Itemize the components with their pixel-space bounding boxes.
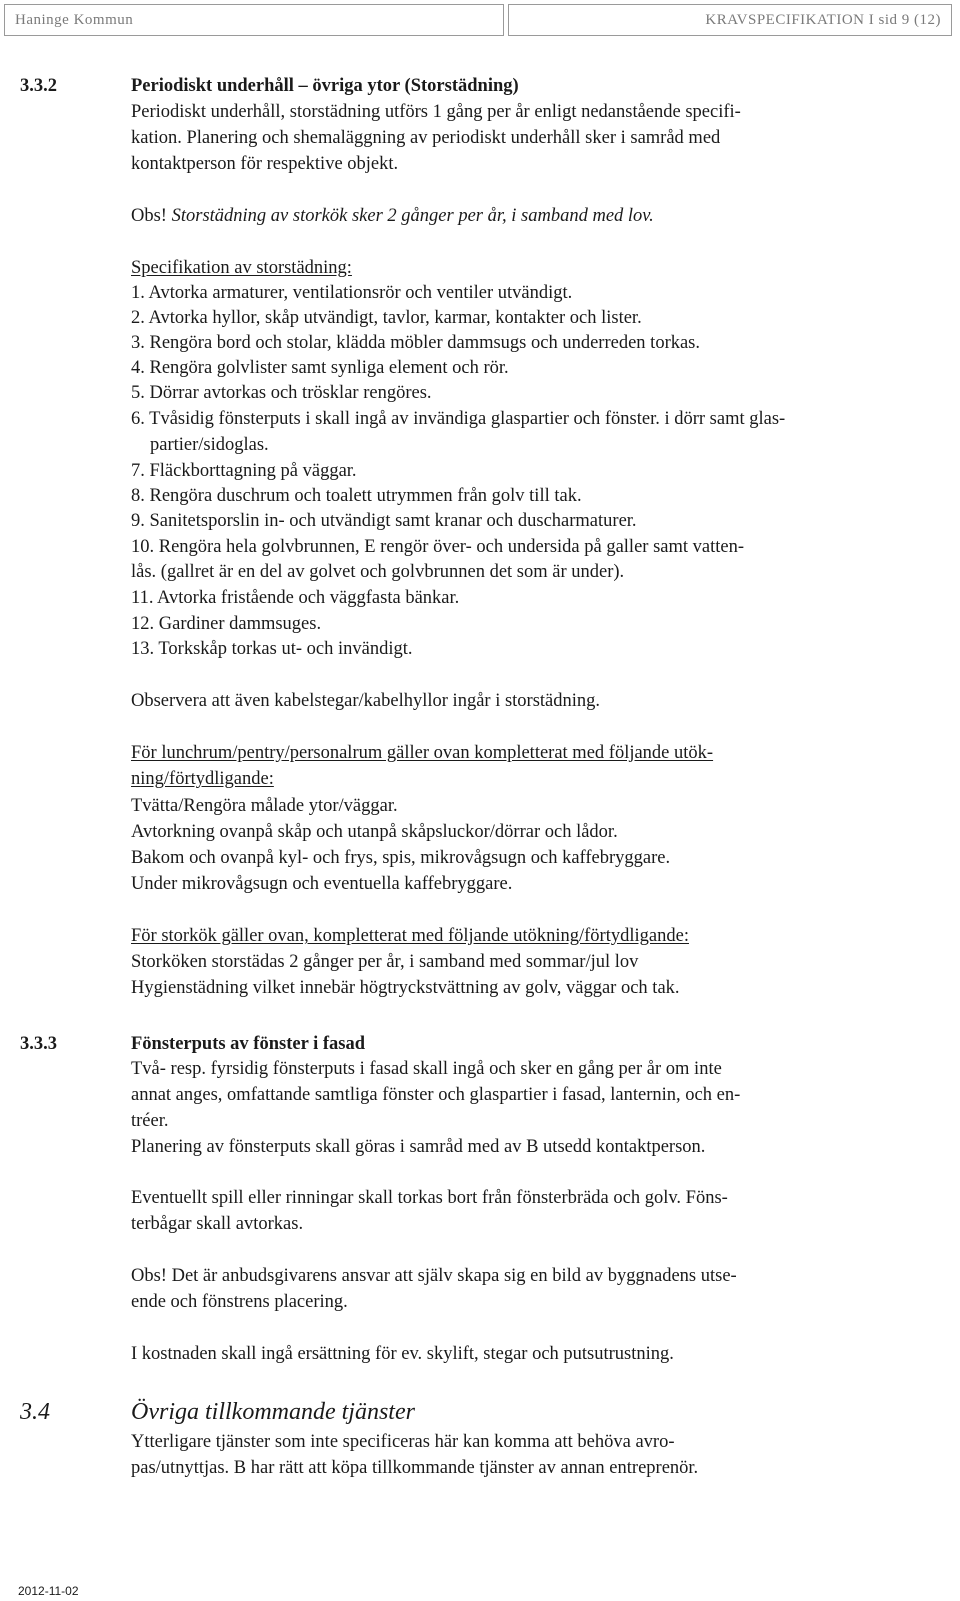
section-number: 3.3.2 bbox=[20, 76, 57, 96]
lunch-line: Avtorkning ovanpå skåp och utanpå skåpsluckor/dörrar och lådor. bbox=[131, 822, 618, 842]
paragraph-line: terbågar skall avtorkas. bbox=[131, 1214, 304, 1234]
paragraph-line: Periodiskt underhåll, storstädning utförs 1 gång per år enligt nedanstående specifi- bbox=[131, 102, 741, 122]
header-right-box bbox=[508, 4, 952, 36]
list-item: 8. Rengöra duschrum och toalett utrymmen från golv till tak. bbox=[131, 486, 582, 506]
spec-heading: Specifikation av storstädning: bbox=[131, 258, 352, 278]
footer-date: 2012-11-02 bbox=[18, 1584, 79, 1598]
section-title: Fönsterputs av fönster i fasad bbox=[131, 1034, 365, 1054]
obs-note bbox=[131, 205, 654, 227]
list-item: 7. Fläckborttagning på väggar. bbox=[131, 461, 357, 481]
paragraph-line: Eventuellt spill eller rinningar skall torkas bort från fönsterbräda och golv. Föns- bbox=[131, 1188, 728, 1208]
lunch-heading: För lunchrum/pentry/personalrum gäller ovan kompletterat med följande utök- bbox=[131, 743, 714, 763]
header-org: Haninge Kommun bbox=[15, 12, 134, 28]
paragraph-line: Två- resp. fyrsidig fönsterputs i fasad skall ingå och sker en gång per år om inte bbox=[131, 1059, 722, 1079]
section-title: Periodiskt underhåll – övriga ytor (Storstädning) bbox=[131, 76, 519, 96]
observe-note: Observera att även kabelstegar/kabelhyllor ingår i storstädning. bbox=[131, 691, 601, 711]
storkok-line: Hygienstädning vilket innebär högtryckstvättning av golv, väggar och tak. bbox=[131, 978, 680, 998]
lunch-line: Under mikrovågsugn och eventuella kaffebryggare. bbox=[131, 874, 513, 894]
lunch-heading: ning/förtydligande: bbox=[131, 769, 274, 789]
lunch-line: Bakom och ovanpå kyl- och frys, spis, mikrovågsugn och kaffebryggare. bbox=[131, 848, 671, 868]
list-item: 3. Rengöra bord och stolar, klädda möbler dammsugs och underreden torkas. bbox=[131, 333, 701, 353]
paragraph-line: pas/utnyttjas. B har rätt att köpa tillkommande tjänster av annan entreprenör. bbox=[131, 1458, 699, 1478]
section-number: 3.3.3 bbox=[20, 1034, 57, 1054]
paragraph-line: Planering av fönsterputs skall göras i samråd med av B utsedd kontaktperson. bbox=[131, 1137, 706, 1157]
list-item: 2. Avtorka hyllor, skåp utvändigt, tavlor, karmar, kontakter och lister. bbox=[131, 308, 642, 328]
list-item: 9. Sanitetsporslin in- och utvändigt samt kranar och duscharmaturer. bbox=[131, 511, 637, 531]
header-page-info: KRAVSPECIFIKATION I sid 9 (12) bbox=[705, 12, 941, 28]
list-item-continued: partier/sidoglas. bbox=[150, 435, 269, 455]
paragraph-line: kontaktperson för respektive objekt. bbox=[131, 154, 399, 174]
list-item-continued: lås. (gallret är en del av golvet och golvbrunnen det som är under). bbox=[131, 562, 625, 582]
lunch-line: Tvätta/Rengöra målade ytor/väggar. bbox=[131, 796, 398, 816]
list-item: 10. Rengöra hela golvbrunnen, E rengör över- och undersida på galler samt vatten- bbox=[131, 537, 745, 557]
paragraph-line: Obs! Det är anbudsgivarens ansvar att själv skapa sig en bild av byggnadens utse- bbox=[131, 1266, 737, 1286]
obs-label: Obs! bbox=[131, 206, 167, 226]
paragraph-line: ende och fönstrens placering. bbox=[131, 1292, 348, 1312]
paragraph-line: I kostnaden skall ingå ersättning för ev. skylift, stegar och putsutrustning. bbox=[131, 1344, 674, 1364]
paragraph-line: kation. Planering och shemaläggning av periodiskt underhåll sker i samråd med bbox=[131, 128, 721, 148]
paragraph-line: Ytterligare tjänster som inte specificeras här kan komma att behöva avro- bbox=[131, 1432, 675, 1452]
storkok-line: Storköken storstädas 2 gånger per år, i samband med sommar/jul lov bbox=[131, 952, 639, 972]
list-item: 11. Avtorka fristående och väggfasta bänkar. bbox=[131, 588, 460, 608]
paragraph-line: tréer. bbox=[131, 1111, 169, 1131]
list-item: 4. Rengöra golvlister samt synliga element och rör. bbox=[131, 358, 509, 378]
list-item: 12. Gardiner dammsuges. bbox=[131, 614, 322, 634]
obs-text: Storstädning av storkök sker 2 gånger per år, i samband med lov. bbox=[171, 206, 654, 226]
list-item: 6. Tvåsidig fönsterputs i skall ingå av invändiga glaspartier och fönster. i dörr samt glas- bbox=[131, 409, 786, 429]
list-item: 5. Dörrar avtorkas och trösklar rengöres. bbox=[131, 383, 432, 403]
section-number: 3.4 bbox=[20, 1399, 50, 1425]
storkok-heading: För storkök gäller ovan, kompletterat med följande utökning/förtydligande: bbox=[131, 926, 689, 946]
paragraph-line: annat anges, omfattande samtliga fönster och glaspartier i fasad, lanternin, och en- bbox=[131, 1085, 741, 1105]
header-left-box bbox=[4, 4, 504, 36]
list-item: 1. Avtorka armaturer, ventilationsrör och ventiler utvändigt. bbox=[131, 283, 573, 303]
section-title: Övriga tillkommande tjänster bbox=[131, 1399, 415, 1425]
list-item: 13. Torkskåp torkas ut- och invändigt. bbox=[131, 639, 413, 659]
